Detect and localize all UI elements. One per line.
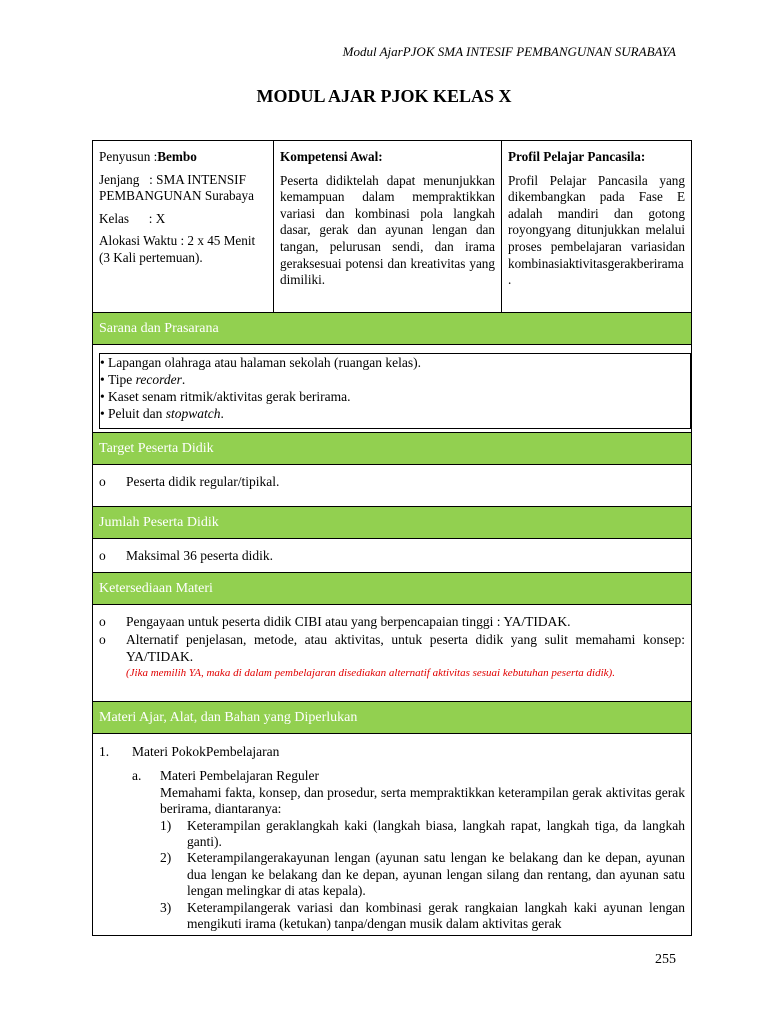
kompetensi-cell xyxy=(274,141,502,312)
profil-heading: Profil Pelajar Pancasila: xyxy=(508,149,646,164)
list-item: 3) Keterampilangerak variasi dan kombinasi gerak rangkaian langkah kaki ayunan lengan mengikuti irama (ketukan) tanpa/dengan musik dalam aktivitas gerak xyxy=(160,899,685,932)
materi-subitem: a. Materi Pembelajaran Reguler Memahami fakta, konsep, dan prosedur, serta mempraktikkan keterampilan gerak aktivitas gerak berirama, diantaranya: 1) Keterampilan geraklangkah kaki (langkah biasa, langkah rapat, langkah tiga, da langkah ganti). 2) Keterampilangerakayunan lengan (ayunan satu lengan ke belakang dan ke depan, ayunan dua lengan ke belakang dan ke depan, ayunan lengan silang dan rentang, dan ayunan satu lengan melingkar di atas kepala). 3) Keterampilangerak variasi dan kombinasi gerak rangkaian langkah kaki ayunan lengan mengikuti irama (ketukan) tanpa/dengan musik dalam aktivitas gerak xyxy=(132,768,685,932)
materi-section xyxy=(93,734,691,932)
sub-a-desc: Memahami fakta, konsep, dan prosedur, serta mempraktikkan keterampilan gerak aktivitas gerak berirama, diantaranya: xyxy=(160,784,685,817)
sarana-heading: Sarana dan Prasarana xyxy=(93,313,691,345)
penyusun-label: Penyusun : xyxy=(99,149,158,164)
sarana-section xyxy=(93,345,691,433)
ketersediaan-heading: Ketersediaan Materi xyxy=(93,573,691,605)
identity-cell xyxy=(93,141,274,312)
jumlah-heading: Jumlah Peserta Didik xyxy=(93,507,691,539)
target-heading: Target Peserta Didik xyxy=(93,433,691,465)
sub-a-title: Materi Pembelajaran Reguler xyxy=(160,768,319,784)
materi-item: 1. Materi PokokPembelajaran xyxy=(99,744,280,759)
jenjang-line: Jenjang : SMA INTENSIF PEMBANGUNAN Surabaya xyxy=(99,171,254,204)
target-section xyxy=(93,465,691,507)
list-item: 1) Keterampilan geraklangkah kaki (langkah biasa, langkah rapat, langkah tiga, da langkah ganti). xyxy=(160,817,685,850)
note-item xyxy=(99,666,685,680)
alokasi-line: Alokasi Waktu : 2 x 45 Menit (3 Kali pertemuan). xyxy=(99,233,256,265)
info-row xyxy=(93,141,691,313)
list-item: • Lapangan olahraga atau halaman sekolah (ruangan kelas). xyxy=(100,355,421,370)
list-item: o Peserta didik regular/tipikal. xyxy=(99,474,280,489)
list-item: • Tipe recorder. xyxy=(100,372,186,387)
ketersediaan-section xyxy=(93,605,691,702)
kompetensi-heading: Kompetensi Awal: xyxy=(280,149,383,164)
materi-heading: Materi Ajar, Alat, dan Bahan yang Diperlukan xyxy=(93,702,691,734)
list-item: 2) Keterampilangerakayunan lengan (ayunan satu lengan ke belakang dan ke depan, ayunan dua lengan ke belakang dan ke depan, ayunan lengan silang dan rentang, dan ayunan satu lengan melingkar di atas kepala). xyxy=(160,850,685,899)
module-table xyxy=(92,140,692,936)
penyusun-name: Bembo xyxy=(157,149,197,164)
penyusun-line xyxy=(99,149,267,166)
profil-text: Profil Pelajar Pancasila yang dikembangkan pada Fase E adalah mandiri dan gotong royongyang ditunjukkan melalui proses pembelajaran variasidan kombinasiaktivitasgerakberirama. xyxy=(508,172,685,288)
profil-cell xyxy=(502,141,691,312)
list-item: o Maksimal 36 peserta didik. xyxy=(99,548,273,563)
page-title: MODUL AJAR PJOK KELAS X xyxy=(256,86,512,106)
list-item: • Kaset senam ritmik/aktivitas gerak berirama. xyxy=(100,389,351,404)
page-number: 255 xyxy=(655,952,676,967)
sarana-list xyxy=(99,353,691,429)
kompetensi-text: Peserta didiktelah dapat menunjukkan kemampuan dalam mempraktikkan variasi dan kombinasi pola langkah dasar, gerak dan ayunan lengan dan tangan, pelurusan sendi, dan irama geraksesuai potensi dan kreativitas yang dimiliki. xyxy=(280,172,495,288)
jumlah-section xyxy=(93,539,691,573)
list-item: o Alternatif penjelasan, metode, atau aktivitas, untuk peserta didik yang sulit memahami konsep: YA/TIDAK. xyxy=(99,632,685,664)
list-item: • Peluit dan stopwatch. xyxy=(100,406,224,421)
ketersediaan-note: (Jika memilih YA, maka di dalam pembelajaran disediakan alternatif aktivitas sesuai kebutuhan peserta didik). xyxy=(126,667,615,679)
list-item: o Pengayaan untuk peserta didik CIBI atau yang berpencapaian tinggi : YA/TIDAK. xyxy=(99,614,571,629)
kelas-line: Kelas : X xyxy=(99,210,166,226)
running-header: Modul AjarPJOK SMA INTESIF PEMBANGUNAN SURABAYA xyxy=(342,44,676,59)
